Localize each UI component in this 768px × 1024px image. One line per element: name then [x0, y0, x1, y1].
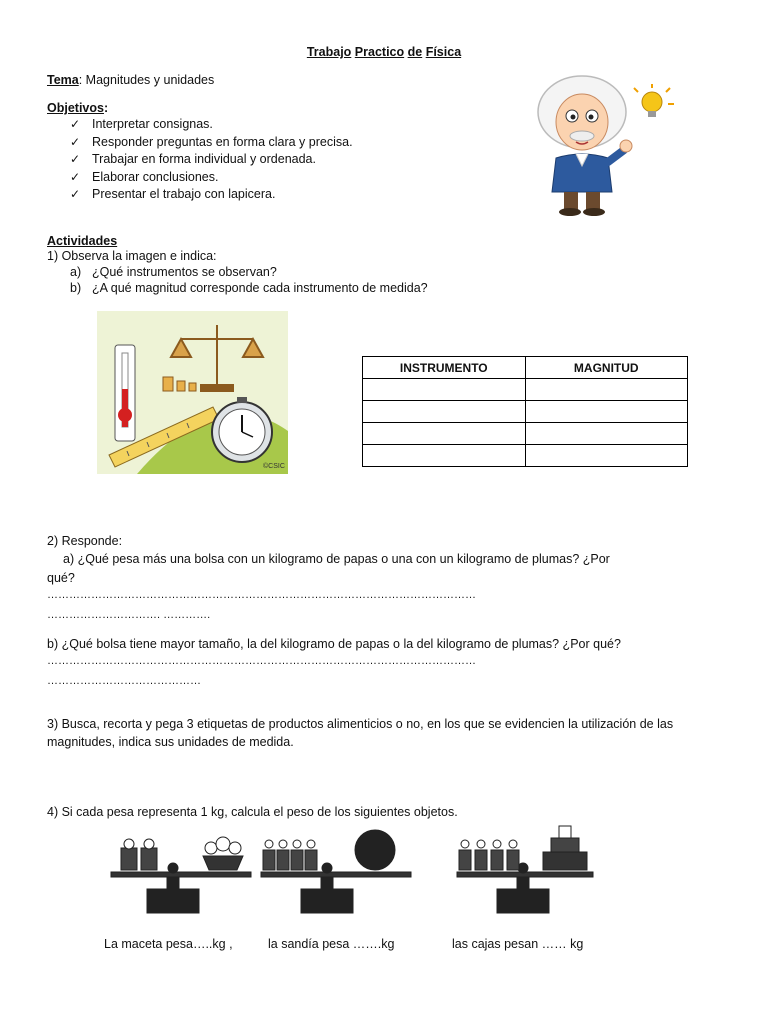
weight-icon — [305, 840, 317, 870]
watermelon-icon — [355, 830, 395, 870]
tema-text: : Magnitudes y unidades — [78, 73, 215, 87]
check-icon: ✓ — [70, 134, 81, 149]
scale-watermelon — [261, 830, 411, 913]
weight-icon — [277, 840, 289, 870]
lightbulb-icon — [634, 84, 674, 117]
instruments-image — [97, 311, 288, 474]
question-2-heading: 2) Responde: — [47, 534, 123, 548]
flowerpot-icon — [203, 837, 243, 870]
objetivos-label: Objetivos — [47, 101, 104, 115]
table-row — [363, 401, 688, 423]
weight-icon — [141, 839, 157, 870]
table-cell[interactable] — [525, 423, 688, 445]
question-2a-continued: qué? — [47, 571, 75, 585]
answer-line[interactable]: …………………………………… — [47, 675, 201, 687]
answer-line[interactable]: ……………………………………………………………………………………………………… — [47, 655, 476, 667]
objetivos-list — [70, 116, 353, 204]
check-icon: ✓ — [70, 117, 81, 131]
scale-flowerpot — [111, 837, 251, 913]
title-word-4: Física — [425, 45, 462, 59]
question-3-line-1: 3) Busca, recorta y pega 3 etiquetas de productos alimenticios o no, en los que se evidencien la utilización de las — [47, 717, 674, 731]
weight-icon — [507, 840, 519, 870]
table-row — [363, 445, 688, 467]
question-1b: b) ¿A qué magnitud corresponde cada instrumento de medida? — [70, 281, 428, 295]
thermometer-icon — [115, 345, 135, 441]
instrument-table — [362, 356, 688, 467]
objetivos-heading — [47, 100, 108, 116]
table-cell[interactable] — [363, 423, 526, 445]
objetivos-colon: : — [103, 101, 109, 115]
table-cell[interactable] — [363, 445, 526, 467]
weight-icon — [291, 840, 303, 870]
check-icon: ✓ — [70, 187, 81, 201]
weight-icon — [263, 840, 275, 870]
answer-line[interactable]: ……………………………………………………………………………………………………… — [47, 589, 476, 601]
list-item: ✓ Interpretar consignas. — [70, 117, 213, 131]
weight-icon — [475, 840, 487, 870]
table-header-instrumento: INSTRUMENTO — [363, 357, 526, 379]
question-3-line-2: magnitudes, indica sus unidades de medida. — [47, 735, 294, 749]
weight-icon — [121, 839, 137, 870]
question-1a: a) ¿Qué instrumentos se observan? — [70, 265, 277, 279]
caption-flowerpot: La maceta pesa…..kg , — [104, 937, 233, 951]
table-cell[interactable] — [525, 379, 688, 401]
list-item: ✓ Presentar el trabajo con lapicera. — [70, 187, 276, 201]
table-header-row — [363, 357, 688, 379]
page-title — [0, 44, 768, 60]
answer-line[interactable]: …………………………. …………. — [47, 609, 211, 621]
scales-figure — [107, 822, 597, 920]
table-header-magnitud: MAGNITUD — [525, 357, 688, 379]
table-row — [363, 379, 688, 401]
caption-watermelon: la sandía pesa …….kg — [268, 937, 395, 951]
scientist-illustration — [520, 66, 690, 226]
check-icon: ✓ — [70, 169, 81, 184]
title-word-2: Practico — [354, 45, 405, 59]
list-item: ✓ Trabajar en forma individual y ordenada. — [70, 152, 316, 166]
table-cell[interactable] — [363, 379, 526, 401]
question-4: 4) Si cada pesa representa 1 kg, calcula el peso de los siguientes objetos. — [47, 805, 458, 819]
title-word-3: de — [407, 45, 423, 59]
boxes-icon — [543, 826, 587, 870]
actividades-heading: Actividades — [47, 234, 118, 248]
table-row — [363, 423, 688, 445]
weight-icon — [491, 840, 503, 870]
list-item: ✓ Elaborar conclusiones. — [70, 169, 219, 184]
check-icon: ✓ — [70, 152, 81, 166]
image-credit: ©CSIC — [263, 463, 285, 470]
title-word-1: Trabajo — [306, 45, 352, 59]
caption-boxes: las cajas pesan …… kg — [452, 937, 584, 951]
weight-icon — [459, 840, 471, 870]
table-cell[interactable] — [363, 401, 526, 423]
question-2a: a) ¿Qué pesa más una bolsa con un kilogramo de papas o una con un kilogramo de plumas? ¿Por — [63, 552, 610, 566]
question-1: 1) Observa la imagen e indica: — [47, 249, 217, 263]
list-item: ✓ Responder preguntas en forma clara y precisa. — [70, 134, 353, 149]
question-2b: b) ¿Qué bolsa tiene mayor tamaño, la del kilogramo de papas o la del kilogramo de plumas? ¿Por qué? — [47, 637, 621, 651]
table-cell[interactable] — [525, 401, 688, 423]
scale-boxes — [457, 826, 593, 913]
tema-line — [47, 72, 214, 88]
tema-label: Tema — [47, 73, 79, 87]
table-cell[interactable] — [525, 445, 688, 467]
